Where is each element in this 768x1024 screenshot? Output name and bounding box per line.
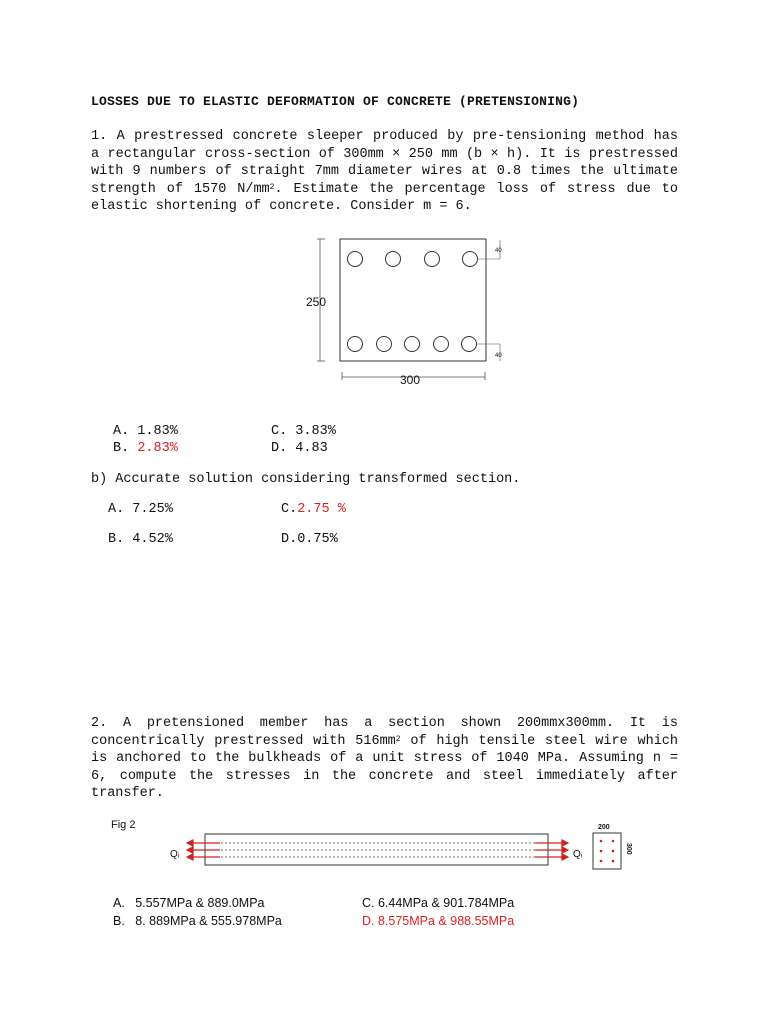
pretensioned-member-figure — [160, 818, 640, 874]
q1b-option-c-correct: C.2.75 % — [281, 502, 346, 517]
small-section-outline — [593, 833, 621, 869]
wire-circle — [348, 337, 363, 352]
wire-circle — [462, 337, 477, 352]
wire-circle — [386, 252, 401, 267]
question-2-text: 2. A pretensioned member has a section shown 200mmx300mm. It is concentrically prestressed with $516mm^2$ of high tensile steel wire which is anchored to the bulkheads of a unit stress of 1040 MPa. Assuming n = 6, compute the stresses in the concrete and steel immediately after transfer. — [91, 716, 678, 802]
width-label: 300 — [400, 373, 421, 387]
beam-outline — [205, 834, 548, 865]
question-1-text: 1. A prestressed concrete sleeper produced by pre-tensioning method has a rectangular cross-section of 300mm × 250 mm (b × h). It is prestressed with 9 numbers of straight 7mm diameter wires at 0.8 times the ultimate strength of 1570 $N/mm^2$. Estimate the percentage loss of stress due to elastic shortening of concrete. Consider m = 6. — [91, 129, 678, 215]
q1b-option-d: D.0.75% — [281, 532, 338, 547]
wire-circle — [405, 337, 420, 352]
force-right-label: Qᵢ — [573, 849, 583, 860]
figure-2-caption: Fig 2 — [111, 819, 136, 831]
section-width-label: 200 — [598, 824, 610, 831]
q1b-option-a: A. 7.25% — [108, 502, 173, 517]
section-height-label: 300 — [625, 843, 632, 855]
height-label: 250 — [306, 295, 327, 309]
left-force-arrows — [187, 840, 220, 860]
wire-circle — [463, 252, 478, 267]
q1-part-b-text: b) Accurate solution considering transformed section. — [91, 472, 521, 487]
q1-option-d: D. 4.83 — [271, 441, 328, 456]
wire-circle — [348, 252, 363, 267]
q2-option-a: A. 5.557MPa & 889.0MPa — [113, 896, 265, 910]
cover-bottom-label: 40 — [495, 353, 502, 359]
q1b-option-b: B. 4.52% — [108, 532, 173, 547]
right-force-arrows — [535, 840, 568, 860]
section-wire-dots — [600, 840, 615, 863]
page-title: LOSSES DUE TO ELASTIC DEFORMATION OF CONCRETE (PRETENSIONING) — [91, 94, 580, 109]
q1-option-a: A. 1.83% — [113, 424, 178, 439]
q2-option-d-correct: D. 8.575MPa & 988.55MPa — [362, 914, 515, 928]
wire-circle — [377, 337, 392, 352]
force-left-label: Qᵢ — [170, 849, 180, 860]
q2-option-b: B. 8. 889MPa & 555.978MPa — [113, 914, 282, 928]
q1-option-b-correct: B. 2.83% — [113, 441, 178, 456]
wire-circle — [434, 337, 449, 352]
q2-option-c: C. 6.44MPa & 901.784MPa — [362, 896, 515, 910]
sleeper-cross-section-figure — [300, 232, 520, 392]
cover-top-label: 40 — [495, 248, 502, 254]
q1-option-c: C. 3.83% — [271, 424, 336, 439]
wire-circle — [425, 252, 440, 267]
